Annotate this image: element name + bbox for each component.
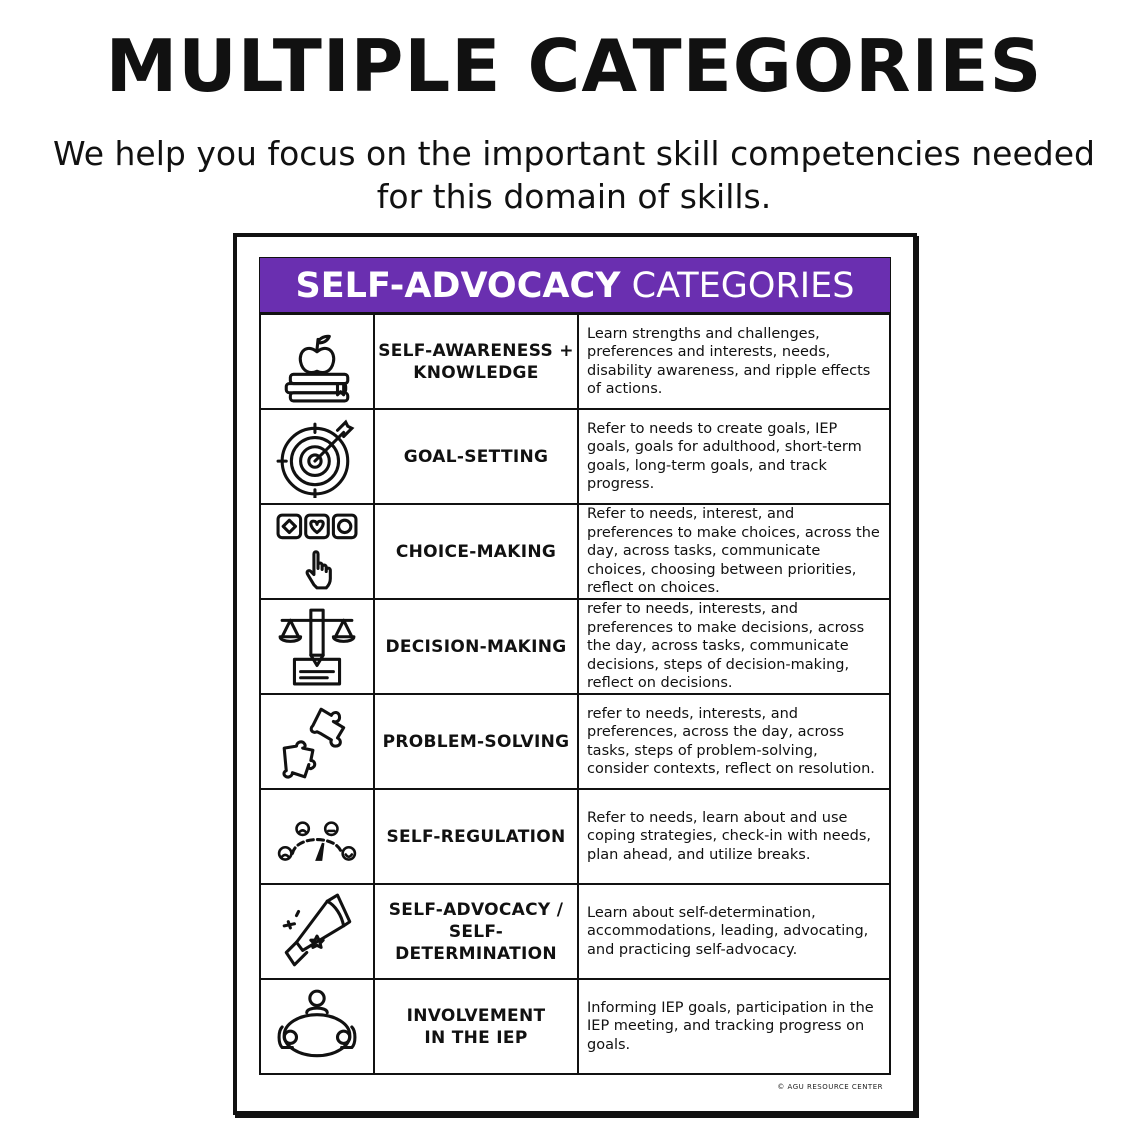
row-icon-cell [260, 599, 374, 694]
category-description: Refer to needs, learn about and use coping strategies, check-in with needs, plan ahead, and utilize breaks. [578, 789, 890, 884]
category-description: Refer to needs, interest, and preferences to make choices, across the day, across tasks, communicate choices, choosing between priorities, reflect on choices. [578, 504, 890, 599]
subheadline: We help you focus on the important skill competencies needed for this domain of skills. [53, 134, 1095, 216]
category-description: refer to needs, interests, and preferences to make decisions, across the day, across tasks, communicate decisions, steps of decision-making, reflect on decisions. [578, 599, 890, 694]
row-icon-cell [260, 504, 374, 599]
sheet-title-banner [259, 257, 891, 313]
table-row [260, 789, 890, 884]
mood-meter-icon [276, 796, 358, 878]
row-icon-cell [260, 789, 374, 884]
sheet-title-light: CATEGORIES [631, 266, 855, 306]
category-name: PROBLEM-SOLVING [374, 694, 578, 789]
table-row [260, 599, 890, 694]
books-apple-icon [276, 321, 358, 403]
category-name: GOAL-SETTING [374, 409, 578, 504]
table-row [260, 504, 890, 599]
table-row [260, 409, 890, 504]
row-icon-cell [260, 979, 374, 1074]
table-row [260, 979, 890, 1074]
category-name: CHOICE-MAKING [374, 504, 578, 599]
table-row [260, 694, 890, 789]
puzzle-pieces-icon [276, 701, 358, 783]
category-name: SELF-ADVOCACY / SELF-DETERMINATION [374, 884, 578, 979]
target-arrow-icon [276, 416, 358, 498]
category-description: Learn about self-determination, accommodations, leading, advocating, and practicing self-advocacy. [578, 884, 890, 979]
category-description: Informing IEP goals, participation in the IEP meeting, and tracking progress on goals. [578, 979, 890, 1074]
category-description: Refer to needs to create goals, IEP goals, goals for adulthood, short-term goals, long-term goals, and track progress. [578, 409, 890, 504]
meeting-table-icon [276, 986, 358, 1068]
choice-hand-icon [276, 511, 358, 593]
category-description: refer to needs, interests, and preferences, across the day, across tasks, steps of problem-solving, consider contexts, reflect on resolution. [578, 694, 890, 789]
row-icon-cell [260, 409, 374, 504]
scale-pencil-icon [276, 606, 358, 688]
category-name: SELF-REGULATION [374, 789, 578, 884]
table-row [260, 314, 890, 409]
row-icon-cell [260, 314, 374, 409]
category-description: Learn strengths and challenges, preferences and interests, needs, disability awareness, and ripple effects of actions. [578, 314, 890, 409]
headline: MULTIPLE CATEGORIES [105, 24, 1043, 108]
category-name: SELF-AWARENESS + KNOWLEDGE [374, 314, 578, 409]
row-icon-cell [260, 694, 374, 789]
row-icon-cell [260, 884, 374, 979]
category-name: DECISION-MAKING [374, 599, 578, 694]
categories-sheet [233, 233, 917, 1115]
categories-table [259, 313, 891, 1075]
credit-text: © AGU RESOURCE CENTER [777, 1083, 883, 1091]
category-name: INVOLVEMENT IN THE IEP [374, 979, 578, 1074]
sheet-title-bold: SELF-ADVOCACY [295, 266, 621, 306]
table-row [260, 884, 890, 979]
megaphone-icon [276, 891, 358, 973]
